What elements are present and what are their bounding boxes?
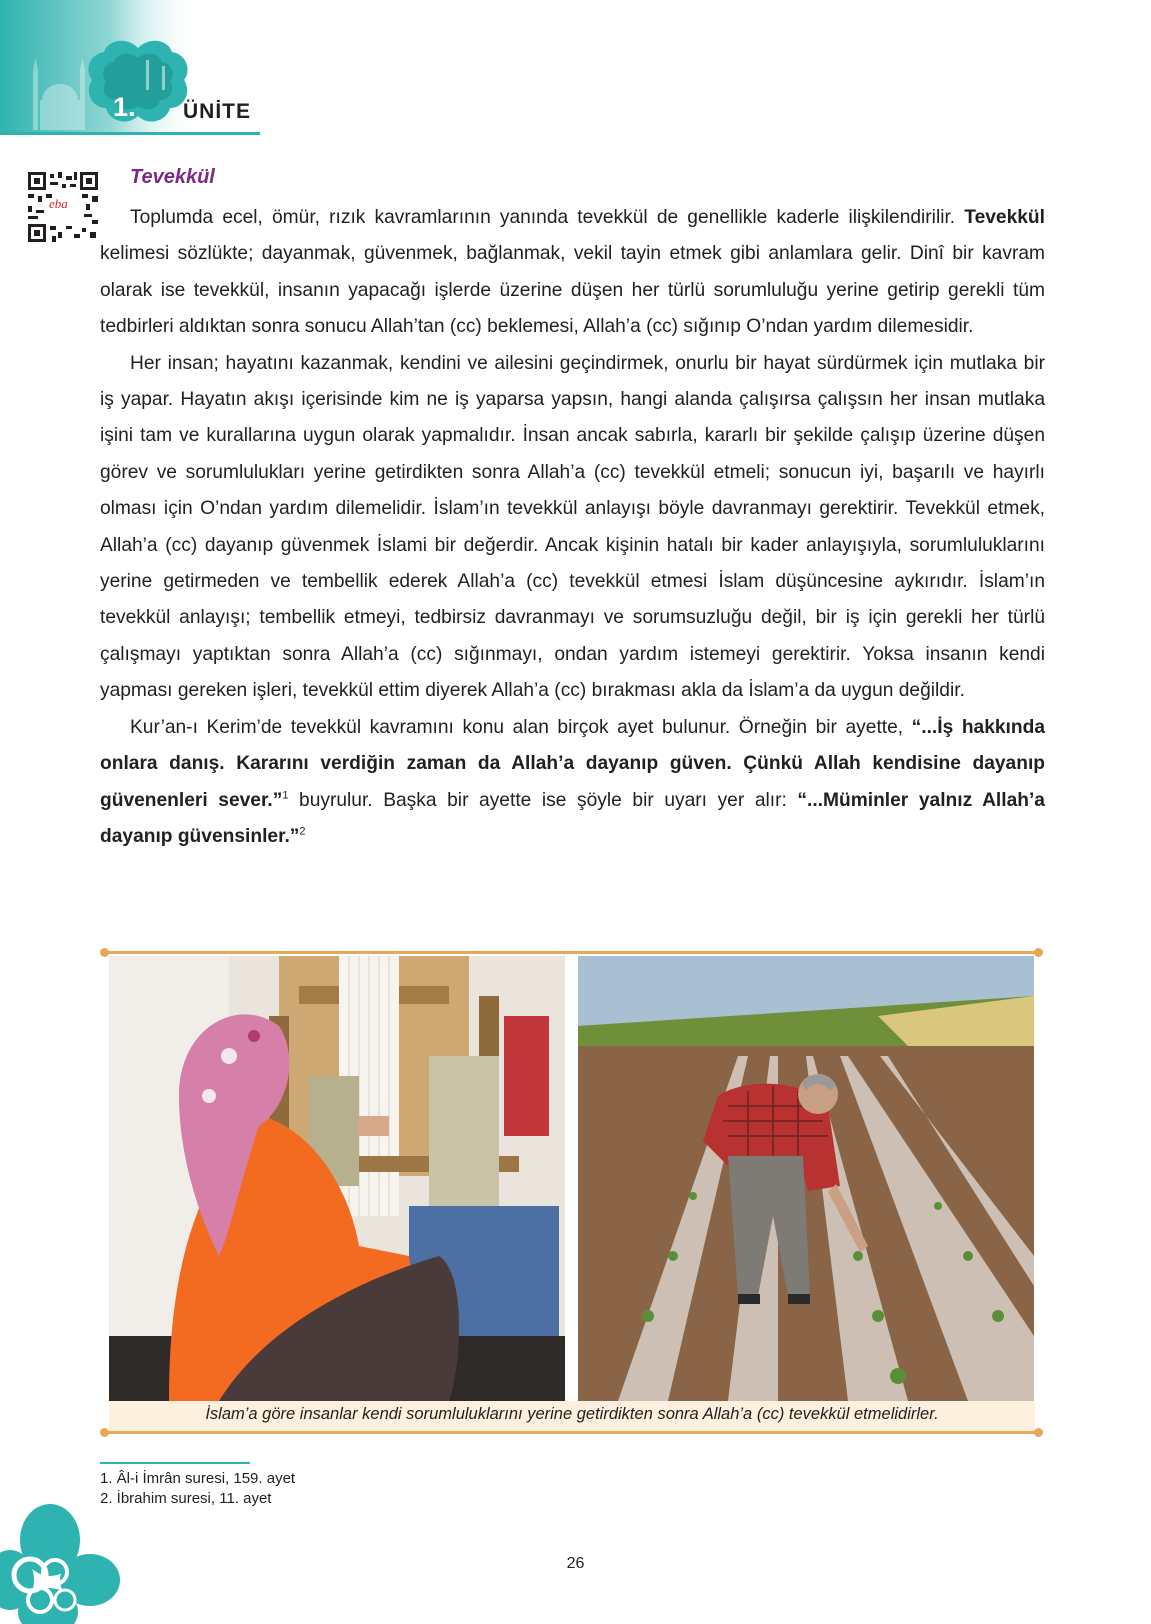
frame-dot [1034, 1428, 1043, 1437]
p3-quote-2: “...Müminler yalnız Allah’a dayanıp güvensinler.” [100, 789, 1045, 847]
paragraph-1 [100, 200, 1045, 346]
paragraph-2: Her insan; hayatını kazanmak, kendini ve ailesini geçindirmek, onurlu bir hayat sürdürmek için mutlaka bir iş yapar. Hayatın akışı içerisinde kim ne iş yaparsa yapsın, hangi alanda çalışırsa çalışsın her insan mutlaka işini tam ve kurallarına uygun olarak yapmalıdır. İnsan ancak sabırla, kararlı bir şekilde çalışıp üzerine düşen görev ve sorumlulukları yerine getirdikten sonra Allah’a (cc) tevekkül etmeli; sonucun iyi, başarılı ve hayırlı olması için O’ndan yardım dilemelidir. İslam’ın tevekkül anlayışı böyle davranmayı gerektirir. Tevekkül etmek, Allah’a (cc) dayanıp güvenmek İslami bir değerdir. Ancak kişinin hatalı bir kader anlayışıyla, sorumluluklarını yerine getirmeden ve tembellik ederek Allah’a (cc) tevekkül etmesi İslam düşüncesine aykırıdır. İslam’ın tevekkül anlayışı; tembellik etmeyi, tedbirsiz davranmayı ve sorumsuzluğu değil, bir iş için gerekli her türlü çalışmayı yaptıktan sonra Allah’a (cc) sığınmayı, ondan yardım istemeyi gerektirir. Yoksa insanın kendi yapması gereken işleri, tevekkül ettim diyerek Allah’a (cc) bırakması akla da İslam’a da uygun değildir. [100, 352, 1045, 702]
page-number: 26 [566, 1555, 585, 1572]
figure-frame-bottom [104, 1431, 1038, 1434]
p3-quote-1: “...İş hakkında onlara danış. Kararını verdiğin zaman da Allah’a dayanıp güven. Çünkü Allah kendisine dayanıp güvenenleri sever.” [100, 716, 1045, 811]
frame-dot [1034, 948, 1043, 957]
p1-text-a: Toplumda ecel, ömür, rızık kavramlarının yanında tevekkül de genellikle kaderle ilişkilendirilir. [130, 207, 956, 228]
footnote-ref-2[interactable]: 2 [299, 825, 306, 838]
footnote-rule [100, 1462, 250, 1464]
frame-dot [100, 948, 109, 957]
section-title: Tevekkül [130, 166, 215, 188]
p3-text-a: Kur’an-ı Kerim’de tevekkül kavramını konu alan birçok ayet bulunur. Örneğin bir ayette, [130, 716, 904, 738]
figure-frame-top [104, 951, 1038, 954]
footnote-2: 2. İbrahim suresi, 11. ayet [100, 1490, 272, 1507]
frame-dot [100, 1428, 109, 1437]
footnote-ref-1[interactable]: 1 [282, 789, 289, 802]
figure-caption: İslam’a göre insanlar kendi sorumluluklarını yerine getirdikten sonra Allah’a (cc) tevekkül etmelidirler. [205, 1405, 939, 1423]
qr-eba-label: eba [49, 196, 68, 211]
footnote-1: 1. Âl-i İmrân suresi, 159. ayet [100, 1470, 296, 1487]
photo-farmer-in-field [578, 956, 1034, 1401]
unit-label: ÜNİTE [183, 100, 251, 123]
p1-bold-term: Tevekkül [964, 207, 1045, 228]
unit-number: 1. [113, 92, 136, 122]
paragraph-3 [100, 710, 1045, 856]
p3-text-b: buyrulur. Başka bir ayette ise şöyle bir uyarı yer alır: [299, 789, 787, 811]
photo-weaver-at-loom [109, 956, 565, 1401]
body-text [100, 200, 1045, 855]
p1-text-b: kelimesi sözlükte; dayanmak, güvenmek, bağlanmak, vekil tayin etmek gibi anlamlara gelir. Dinî bir kavram olarak ise tevekkül, insanın yapacağı işlerde üzerine düşen her türlü sorumluluğu yerine getirip gerekli tüm tedbirleri aldıktan sonra sonucu Allah’tan (cc) beklemesi, Allah’a (cc) sığınıp O’ndan yardım dilemesidir. [100, 243, 1045, 338]
